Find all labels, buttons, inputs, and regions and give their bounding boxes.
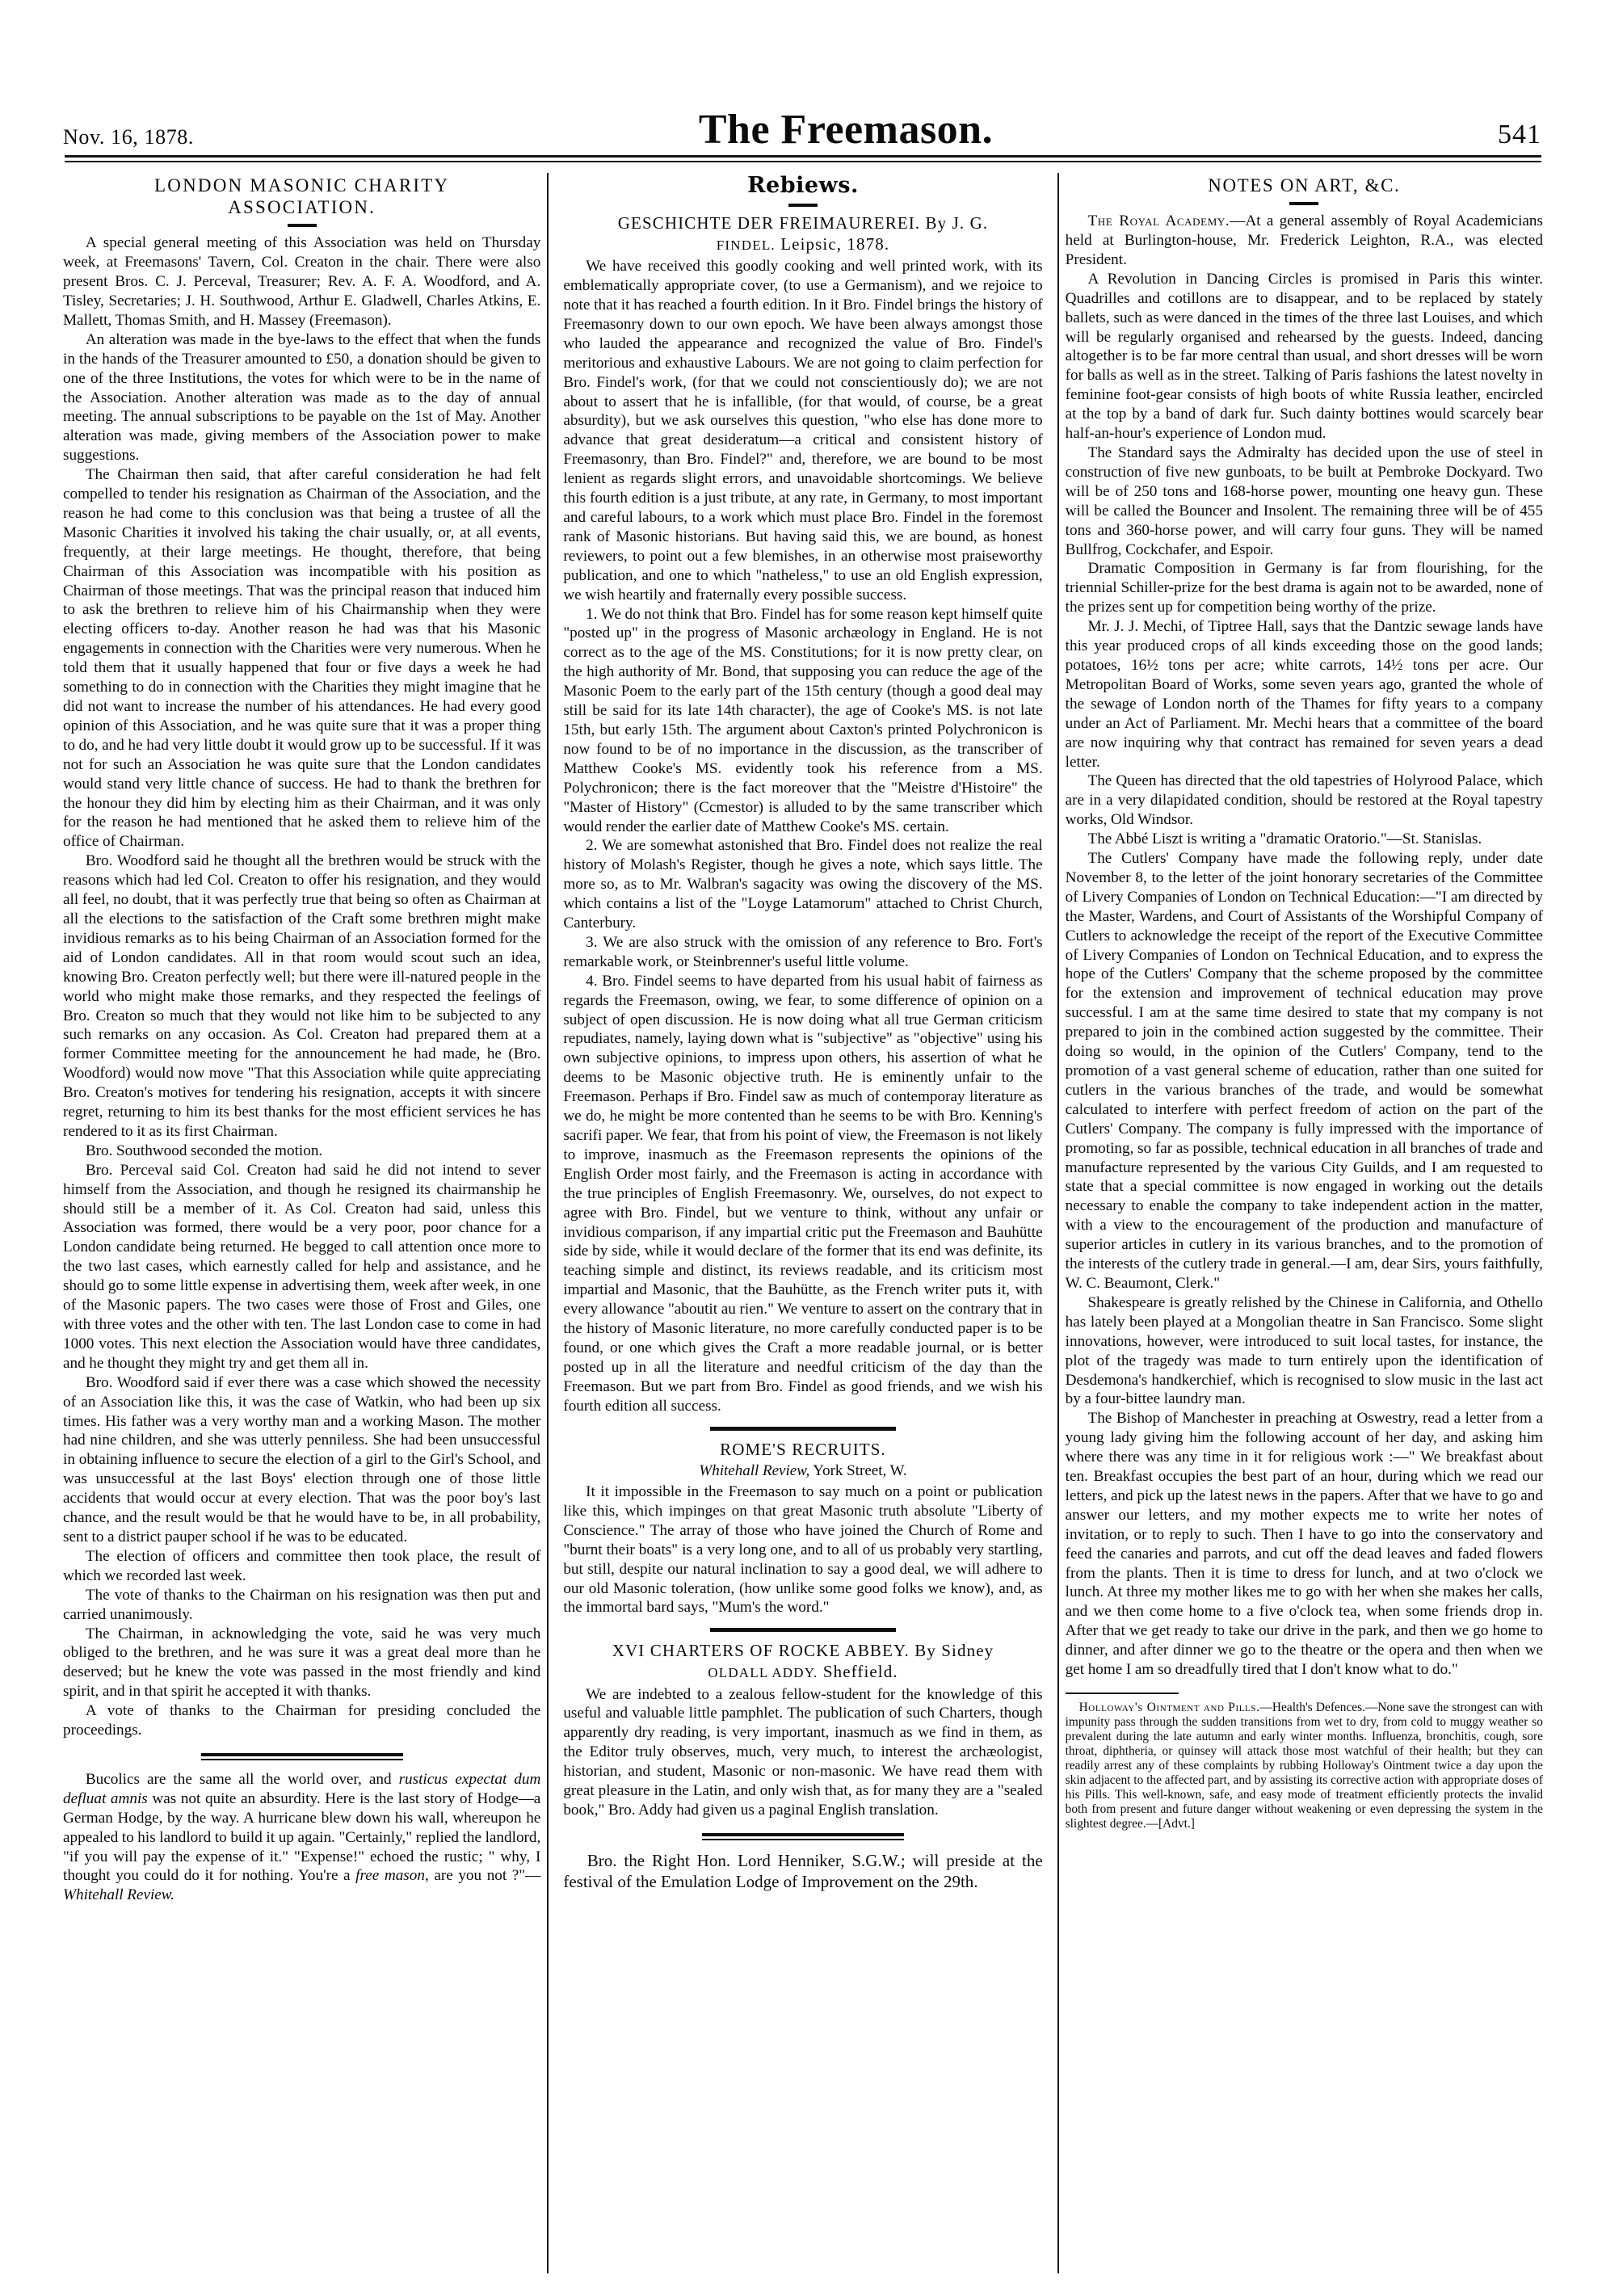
paragraph: A vote of thanks to the Chairman for presiding concluded the proceedings. [63,1702,541,1739]
review3-title-line1: XVI CHARTERS OF ROCKE ABBEY. By Sidney [612,1641,994,1661]
paragraph: The Chairman, in acknowledging the vote, said he was very much obliged to the brethren, and he was sure it was a great deal more than he deserved; but he knew the vote was passed in the most friendly and kind spirit, and in that spirit he accepted it with thanks. [63,1625,541,1701]
note-item [1066,849,1543,1293]
note-text: The Queen has directed that the old tapestries of Holyrood Palace, which are in a very dilapidated condition, should be restored at the Royal tapestry works, Old Windsor. [1065,772,1543,829]
note-item [1066,212,1543,270]
note-text: The Bishop of Manchester in preaching at Oswestry, read a letter from a young lady giving him the following account of her day, and asking him where there was any time in it for religious work :—" We breakfast about ten. Breakfast occupies the best part of an hour, during which we read our letters, and pick up the latest news in the papers. After that we have to go and answer our letters, and my mother expects me to write her notes of invitation, or to reply to such. Then I have to go into the conservatory and feed the canaries and parrots, and cut off the dead leaves and faded flowers from the plants. Then it is time to dress for lunch, and at two o'clock we lunch. At three my mother likes me to go with her when she makes her calls, and we then come home to a five o'clock tea, when some friends drop in. After that we get ready to take our drive in the park, and then we go home to dinner, and after dinner we go to the theatre or the opera and then when we get home I am so dreadfully tired that I don't know what to do." [1065,1410,1543,1679]
note-item [1066,617,1543,772]
note-text: A Revolution in Dancing Circles is promised in Paris this winter. Quadrilles and cotillons are to disappear, and to be replaced by stately ballets, such as were danced in the times of the three last Louises, and which will be regularly organised and rehearsed by the guests. Indeed, dancing altogether is to be far more central than usual, and short dresses will be worn for balls as well as in the street. Talking of Paris fashions the latest novelty in feminine foot-gear consists of high boots of white Russia leather, encircled at the top by a band of dark fur. Such dainty bottines would scarcely bear half-an-hour's experience of London mud. [1065,270,1543,443]
note-item [1066,444,1543,559]
paragraph: Bro. Perceval said Col. Creaton had said he did not intend to sever himself from the Association, and though he resigned its chairmanship he should still be a member of it. As Col. Creaton had said, unless this Association was formed, there would be a very poor, poor chance for a London candidate being returned. He begged to call attention once more to the two last cases, which earnestly called for help and assistance, and he should go to some little expense in advertising them, week after week, in one of the Masonic papers. The two cases were those of Frost and Giles, one with three votes and the other with ten. The last London case to come in had 1000 votes. This next election the Association would have three candidates, and he thought they might try and get them all in. [63,1161,541,1372]
review1-imprint: Leipsic, 1878. [775,233,890,254]
bucolics-anecdote [63,1770,540,1905]
advertisement-divider [1066,1693,1179,1694]
advertisement-body: —Health's Defences.—None save the strongest can with impunity pass through the sudden transitions from wet to dry, from cold to muggy weather so prevalent during the late autumn and early winter months. Influenza, bronchitis, cough, sore throat, diphtheria, or quinsey will attack those most watchful of their health; but they can readily arrest any of these complaints by rubbing Holloway's Ointment twice a day upon the skin adjacent to the affected part, and by assisting its corrective action with appropriate doses of his Pills. This well-known, safe, and easy mode of treatment efficiently protects the invalid both from present and future danger without weakening or even depressing the system in the slightest degree.—[Advt.] [1065,1701,1543,1831]
review2-source [563,1462,1042,1481]
paragraph: Bro. Southwood seconded the motion. [85,1142,323,1159]
note-item [1066,772,1543,830]
paragraph: The Chairman then said, that after careful consideration he had felt compelled to tender his resignation as Chairman of the Association, and the reason he had come to this conclusion was that being a trustee of all the Masonic Charities it involved his taking the chair usually, or, at all events, frequently, at their large meetings. He thought, therefore, that being Chairman of this Association was incompatible with his position as Chairman of those meetings. That was the principal reason that induced him to ask the brethren to relieve him of his Chairmanship when they were electing officers to-day. Another reason he had was that his Masonic engagements in connection with the Charities were very numerous. When he told them that it usually happened that four or five days a week he had something to do in connection with the Charities they might imagine that he did not want to increase the number of his attendances. He had every good opinion of this Association, and he was quite sure that it was a proper thing to do, and he had very little doubt it would grow up to be successful. If it was not for such an Association he was quite sure that the London candidates would stand very little chance of success. He had to thank the brethren for the honour they did him by electing him as their Chairman, and it was only for the reason he had mentioned that he asked them to relieve him of the office of Chairman. [63,466,541,851]
column-container [63,173,1543,2273]
advertisement-lead-in: Holloway's Ointment and Pills. [1078,1701,1260,1714]
review-title-geschichte [563,213,1042,254]
note-text: Dramatic Composition in Germany is far from flourishing, for the triennial Schiller-prize for the best drama is again not to be awarded, none of the prizes sent up for competition being worthy of the prize. [1065,560,1543,616]
paragraph: We have received this goodly cooking and well printed work, with its emblematically appropriate cover, (to use a Germanism), and we rejoice to note that it has reached a fourth edition. In it Bro. Findel brings the history of Freemasonry down to our own epoch. We have been always amongst those who lauded the appearance and recognized the value of Bro. Findel's meritorious and exhaustive Labours. We are not going to claim perfection for Bro. Findel's work, (for that we could not conscientiously do); we are not about to assert that he is infallible, (for that would, of course, be a great absurdity), but we ask ourselves this question, "who else has done more to advance that great desideratum—a critical and consistent history of Freemasonry, than Bro. Findel?" and, therefore, we are bound to be most lenient as regards slight errors, and unavoidable shortcomings. We believe this fourth edition is a just tribute, at any rate, in Germany, to most important and careful labours, to a work which must place Bro. Findel in the foremost rank of Masonic historians. But having said this, we are bound, as honest reviewers, to point out a few blemishes, in an otherwise most praiseworthy publication, and one to which "natheless," to use an old English expression, we wish heartily and fraternally every possible success. [563,258,1043,603]
review2-source-name: Whitehall Review, [699,1462,810,1480]
note-lead-in: The Royal Academy. [1087,212,1230,230]
paragraph: Bro. Woodford said he thought all the brethren would be struck with the reasons which had led Col. Creaton to offer his resignation, and they would all feel, no doubt, that it was perfectly true that being so often as Chairman at all the elections to the satisfaction of the Craft some brethren might make invidious remarks as to his being Chairman of an Association formed for the aid of London candidates. All in that room would scout such an idea, knowing Bro. Creaton perfectly well; but there were ill-natured people in the world who might make those remarks, and they respected the feelings of Bro. Creaton so much that they would not like him to be subjected to any such remarks on any occasion. As Col. Creaton had prepared them at a former Committee meeting for the announcement he had made, he (Bro. Woodford) would now move "That this Association while quite appreciating Bro. Creaton's motives for tendering his resignation, accepts it with sincere regret, returning to him its best thanks for the most efficient services he has rendered to it as its first Chairman. [63,852,541,1140]
note-item [1066,1293,1543,1409]
review-title-romes-recruits: ROME'S RECRUITS. [720,1439,886,1459]
bucolics-text-1: Bucolics are the same all the world over, and [85,1770,399,1788]
note-item [1066,830,1543,849]
review-title-xvi-charters [563,1641,1042,1682]
publication-title: The Freemason. [698,107,994,153]
reviews-gothic-heading: Rebiews. [747,173,859,198]
advertisement-block [1066,1693,1543,1831]
advertisement-text [1066,1701,1543,1831]
note-item [1066,1409,1543,1680]
paragraph: The election of officers and committee then took place, the result of which we recorded last week. [63,1547,541,1584]
paragraph: An alteration was made in the bye-laws to the effect that when the funds in the hands of the Treasurer amounted to £50, a donation should be given to one of the three Institutions, the votes for which were to be in the name of the Association. Another alteration was made as to the day of annual meeting. The annual subscriptions to be payable on the 1st of May. Another alteration was made, giving members of the Association power to make suggestions. [63,330,541,465]
paragraph: A special general meeting of this Association was held on Thursday week, at Freemasons' Tavern, Col. Creaton in the chair. There were also present Bros. C. J. Perceval, Treasurer; Rev. A. F. A. Woodford, and A. Tisley, Secretaries; J. H. Southwood, Arthur E. Gladwell, Charles Atkins, E. Mallett, Thomas Smith, and H. Massey (Freemason). [63,234,541,329]
review2-divider [710,1427,896,1431]
heading-divider [288,224,317,227]
review3-imprint: Sheffield. [818,1661,898,1681]
review3-author: OLDALL ADDY. [708,1664,818,1680]
note-text: —At a general assembly of Royal Academicians held at Burlington-house, Mr. Frederick Leighton, R.A., was elected President. [1065,212,1543,268]
paragraph: The vote of thanks to the Chairman on his resignation was then put and carried unanimously. [63,1586,541,1623]
note-text: Shakespeare is greatly relished by the Chinese in California, and Othello has lately been played at a Mongolian theatre in San Francisco. Some slight innovations, however, were introduced to suit local tastes, for instance, the plot of the tragedy was made to turn entirely upon the identification of Desdemona's handkerchief, which is recognised to slow music in the last act by a four-bittee laundry man. [1065,1293,1543,1408]
notes-divider [1289,202,1318,205]
note-lead-in: Mr. J. J. Mechi, [1087,618,1187,636]
note-text: The Standard says the Admiralty has decided upon the use of steel in construction of five new gunboats, to be built at Pembroke Dockyard. Two will be of 250 tons and 168-horse power, mounting one heavy gun. These will be called the Bouncer and Insolent. The remaining three will be of 455 tons and 360-horse power, and will carry four guns. They will be named Bullfrog, Cockchafer, and Espoir. [1065,444,1543,558]
bucolics-attribution: Whitehall Review. [63,1886,174,1904]
review1-title-line1: GESCHICHTE DER FREIMAUREREI. By J. G. [617,213,989,233]
lmca-heading-line2: ASSOCIATION. [228,197,376,218]
paragraph: 1. We do not think that Bro. Findel has for some reason kept himself quite "posted up" in the progress of Masonic archæology in England. He is not correct as to the age of the MS. Constitutions; for it is now pretty clear, on the high authority of Mr. Bond, that supposing you can reduce the age of the Masonic Poem to the early part of the 15th century (though a good deal may still be said for its late 14th character), the age of Cooke's MS. is not late 15th, but early 15th. The argument about Caxton's printed Polychronicon is now found to be of no importance in the discussion, as the transcriber of Matthew Cooke's MS. evidently took his reference from a MS. Polychronicon; there is the fact moreover that the "Meistre d'Histoire" the "Master of History" (Ccmestor) is alluded to by the same transcriber which would render the earlier date of Matthew Cooke's MS. certain. [563,605,1043,835]
review2-source-address: York Street, W. [809,1462,907,1480]
note-text: of Tiptree Hall, says that the Dantzic sewage lands have this year produced crops of all kinds exceeding those on the good lands; potatoes, 16½ tons per acre; white carrots, 14½ tons per acre. Our Metropolitan Board of Works, some seven years ago, granted the whole of the sewage of London north of the Thames for fifty years to a company under an Act of Parliament. Mr. Mechi hears that a committee of the board are now inquiring why that contract has remained for seven years a dead letter. [1065,618,1543,771]
paragraph: 2. We are somewhat astonished that Bro. Findel does not realize the real history of Molash's Register, though he gives a note, which says little. The more so, as to Mr. Walbran's sagacity was owing the discovery of the MS. which contains a list of the "Loyge Latamorum" attached to Christ Church, Canterbury. [563,837,1043,932]
issue-date: Nov. 16, 1878. [63,125,194,149]
paragraph: It it impossible in the Freemason to say much on a point or publication like this, which impinges on that great Masonic truth absolute "Liberty of Conscience." The array of those who have joined the Church of Rome and "burnt their boats" is a very long one, and to all of us probably very startling, but still, despite our natural inclination to say a good deal, we will adhere to our old Masonic toleration, (how unlike some good folks we know), and, as the immortal bard says, "Mum's the word." [563,1483,1043,1617]
review3-divider [710,1628,896,1632]
notice-divider [702,1833,904,1840]
bucolics-text-3: , are you not ?"— [424,1867,541,1885]
bucolics-latin: rusticus expectat dum defluat amnis [63,1770,541,1807]
column-three [1059,173,1543,2273]
paragraph: We are indebted to a zealous fellow-student for the knowledge of this useful and valuable little pamphlet. The publication of such Charters, though apparently dry reading, is very important, inasmuch as we find in them, as the Editor truly observes, much, very much, to interest the archæologist, historian, and student, Masonic or non-masonic. We have read them with great pleasure in the Latin, and only wish that, as for many they are a "sealed book," Bro. Addy had given us a paginal English translation. [563,1685,1043,1819]
note-item [1066,559,1543,617]
paragraph: 3. We are also struck with the omission of any reference to Bro. Fort's remarkable work, or Steinbrenner's useful little volume. [563,933,1043,970]
column-one [63,173,547,2273]
henniker-notice: Bro. the Right Hon. Lord Henniker, S.G.W.; will preside at the festival of the Emulation Lodge of Improvement on the 29th. [563,1850,1043,1892]
review1-author: FINDEL. [716,237,776,253]
lmca-heading-line1: LONDON MASONIC CHARITY [154,175,450,196]
page-number: 541 [1497,120,1541,149]
section-heading-notes-on-art: NOTES ON ART, &C. [1208,175,1401,196]
note-text: The Cutlers' Company have made the following reply, under date November 8, to the letter of the joint honorary secretaries of the Committee of Livery Companies of London on Technical Education:—"I am directed by the Master, Wardens, and Court of Assistants of the Worshipful Company of Cutlers to acknowledge the receipt of the report of the Executive Committee of Livery Companies of London on Technical Education, and to express the hope of the Cutlers' Company that the scheme proposed by the committee for the extension and improvement of technical education may prove successful. I am at the same time desired to state that my company is not prepared to join in the combined action suggested by the committee. Their doing so would, in the opinion of the Cutlers' Company, tend to the promotion of a vast general scheme of education, rather than one suited for cutlers in the various branches of the trade, and would be somewhat calculated to interfere with perfect freedom of action on the part of the Cutlers' Company. The company is fully impressed with the importance of promoting, so far as possible, technical education in all branches of trade and manufacture represented by the various City Guilds, and I am requested to state that a special committee is now engaged in working out the details necessary to enable the company to take independent action in the matter, with a view to the encouragement of the production and manufacture of superior articles in cutlery in its various branches, and to the promotion of the interests of the cutlery trade in general.—I am, dear Sirs, yours faithfully, W. C. Beaumont, Clerk." [1065,850,1543,1292]
section-heading-lmca [63,175,540,218]
column-two [547,173,1058,2273]
note-text: The Abbé Liszt is writing a "dramatic Oratorio."—St. Stanislas. [1087,831,1482,848]
masthead [63,78,1541,152]
paragraph: Bro. Woodford said if ever there was a case which showed the necessity of an Association like this, it was the case of Watkin, who had been up six times. His father was a very worthy man and a working Mason. The mother had nine children, and she was utterly penniless. She had been unsuccessful in obtaining influence to secure the election of a girl to the Girl's School, and was unsuccessful at the last Boys' election through one of those little accidents that would occur at every election. That was the poor boy's last chance, and the result would be that he would have to be, in all probability, sent to a district pauper school if he was to be educated. [63,1373,541,1545]
bucolics-text-2: was not quite an absurdity. Here is the last story of Hodge—a German Hodge, by the way. A hurricane blew down his wall, whereupon he appealed to his landlord to build it up again. "Certainly," replied the landlord, "if you will pay the expense of it." "Expense!" echoed the rustic; " why, I thought you could do it for nothing. You're a [63,1789,541,1885]
note-item [1066,270,1543,444]
bucolics-freemason: free mason [355,1867,425,1885]
masthead-rule [65,155,1541,162]
bucolics-divider [201,1753,403,1760]
paragraph: 4. Bro. Findel seems to have departed from his usual habit of fairness as regards the Freemason, owing, we fear, to some difference of opinion on a subject of open discussion. He is now doing what all true German criticism repudiates, namely, laying down what is "subjective" as "objective" using his own subjective opinions, to impress upon others, his assertion of what he deems to be Masonic objective truth. He is eminently unfair to the Freemason. Perhaps if Bro. Findel saw as much of contemporay literature as we do, he might be more contented than he seems to be with Bro. Kenning's sacrifi paper. We fear, that from his point of view, the Freemason is not likely to improve, inasmuch as the Freemason represents the opinions of the English Order most fairly, and the Freemason is acting in accordance with the true principles of English Freemasonry. We, ourselves, do not expect to agree with Bro. Findel, but we venture to think, without any unfair or invidious comparison, if any impartial critic put the Freemason and Bauhütte side by side, while it would declare of the former that its end was definite, its teaching simple and distinct, its reviews readable, and its criticism most impartial and Masonic, that the Bauhütte, as the French writer puts it, with every allowance "aboutit au rien." We venture to assert on the contrary that in the history of Masonic literature, no more carefully conducted paper is to be found, or one which gives the Craft a more readable journal, or is better posted up in all the literature and needful criticism of the day than the Freemason. But we part from Bro. Findel as good friends, and we wish his fourth edition all success. [563,972,1043,1415]
reviews-divider [788,204,818,207]
